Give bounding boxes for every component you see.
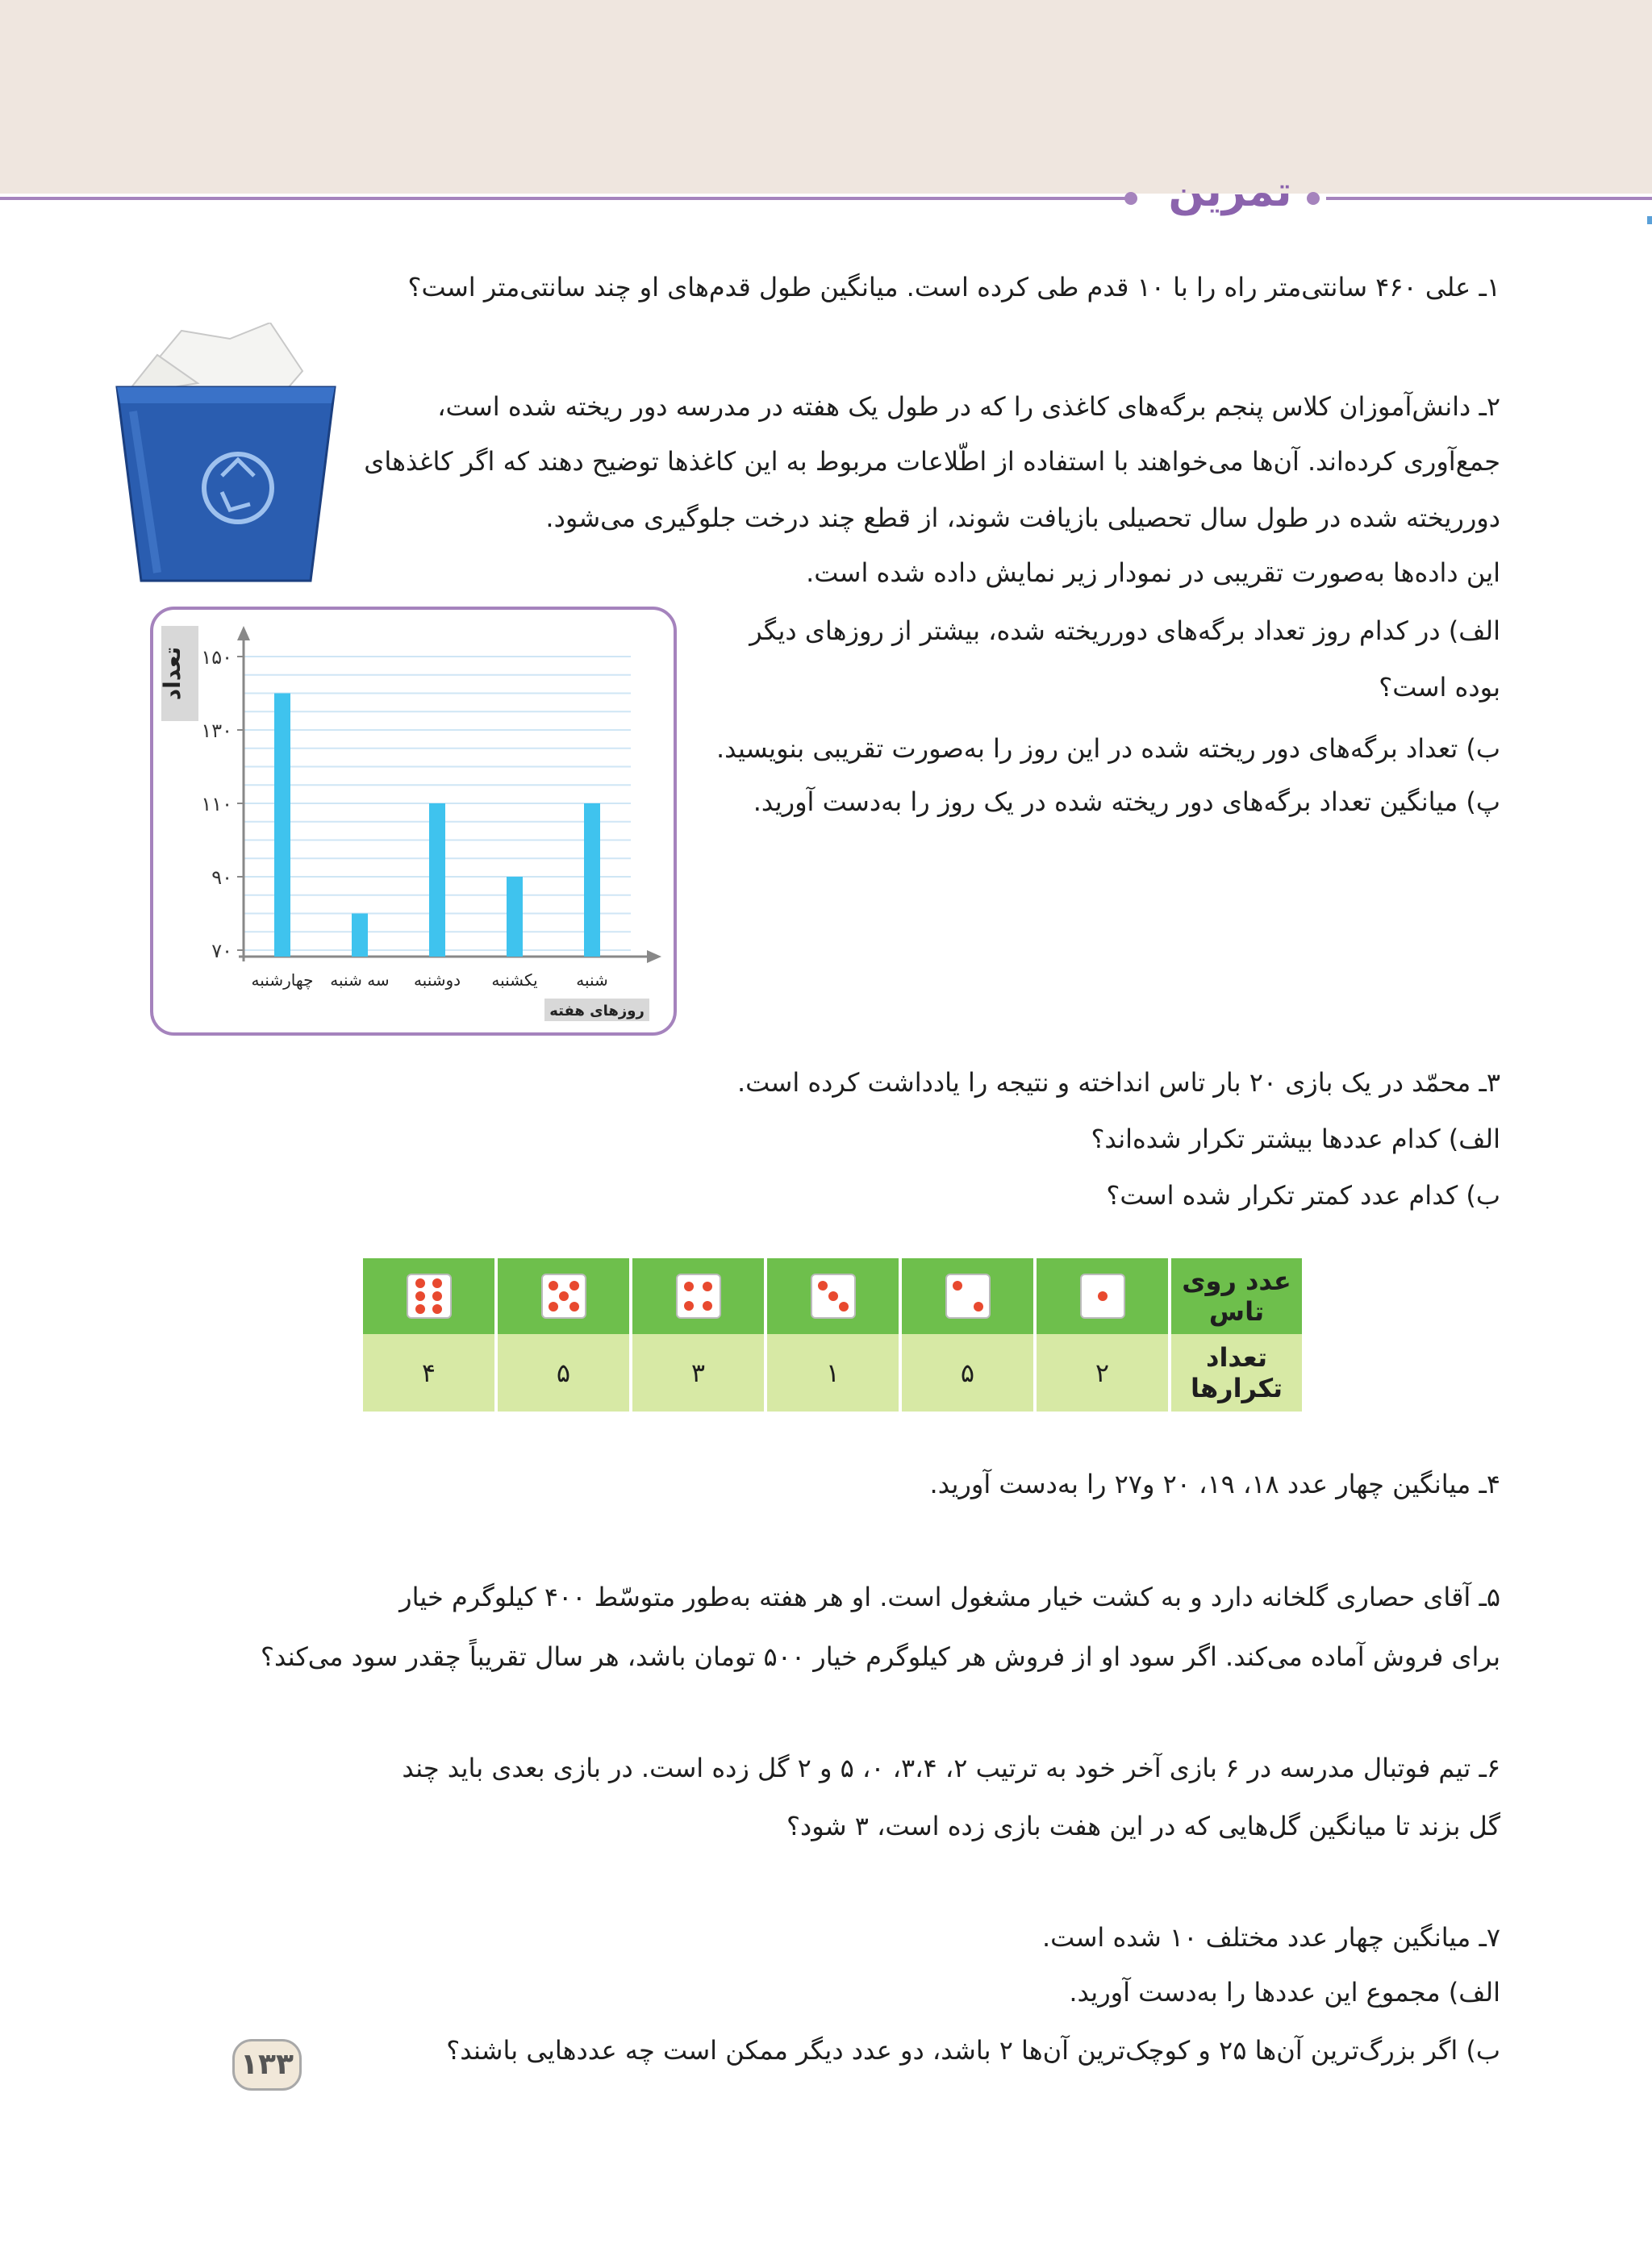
count-cell: ۵ (498, 1334, 629, 1412)
dice-face-5-icon (541, 1274, 586, 1319)
dice-face-2-icon (945, 1274, 991, 1319)
page-header-band (0, 0, 1652, 194)
dice-pip (1098, 1291, 1108, 1301)
y-tick-label: ۹۰ (211, 866, 232, 889)
dice-face-row (363, 1258, 1302, 1334)
y-tick-label: ۷۰ (211, 940, 232, 962)
dice-face-4 (632, 1258, 764, 1334)
question-2-part-a-line-1: الف) در کدام روز تعداد برگه‌های دورریخته شده، بیشتر از روزهای دیگر (749, 615, 1500, 646)
question-3: ۳ـ محمّد در یک بازی ۲۰ بار تاس انداخته و نتیجه را یادداشت کرده است. (736, 1067, 1500, 1098)
dice-face-1-icon (1080, 1274, 1125, 1319)
y-tick-label: ۱۱۰ (201, 793, 232, 815)
count-cell: ۴ (363, 1334, 494, 1412)
dice-face-6 (363, 1258, 494, 1334)
x-axis-arrow-icon (647, 950, 661, 963)
x-tick-label: یکشنبه (491, 970, 538, 990)
row-label-dice-face: عدد روی تاس (1171, 1258, 1302, 1334)
question-2-part-b: ب) تعداد برگه‌های دور ریخته شده در این روز را به‌صورت تقریبی بنویسید. (716, 733, 1500, 764)
header-dot-right (1307, 192, 1320, 205)
dice-pip (569, 1302, 579, 1311)
recycle-bin-image (109, 323, 343, 589)
header-rule-left (0, 197, 1129, 200)
dice-pip (415, 1304, 425, 1314)
count-cell: ۳ (632, 1334, 764, 1412)
question-1: ۱ـ علی ۴۶۰ سانتی‌متر راه را با ۱۰ قدم طی کرده است. میانگین طول قدم‌های او چند سانتی‌متر است؟ (407, 272, 1500, 302)
x-tick-label: دوشنبه (413, 970, 461, 990)
dice-pip (684, 1301, 694, 1311)
question-5-line-2: برای فروش آماده می‌کند. اگر سود او از فروش هر کیلوگرم خیار ۵۰۰ تومان باشد، هر سال تقریباً چقدر سود می‌کند؟ (261, 1641, 1500, 1672)
dice-pip (432, 1278, 442, 1288)
edge-marker (1647, 216, 1652, 224)
section-title: تمرین (1168, 168, 1292, 216)
y-tick-label: ۱۵۰ (201, 646, 232, 669)
dice-face-3 (767, 1258, 899, 1334)
dice-face-5 (498, 1258, 629, 1334)
dice-pip (549, 1302, 558, 1311)
y-axis-arrow-icon (237, 626, 250, 640)
bar-3 (429, 803, 445, 957)
dice-pip (569, 1281, 579, 1291)
question-5-line-1: ۵ـ آقای حصاری گلخانه دارد و به کشت خیار مشغول است. او هر هفته به‌طور متوسّط ۴۰۰ کیلوگرم خیار (399, 1582, 1500, 1612)
dice-face-4-icon (676, 1274, 721, 1319)
count-cell: ۲ (1037, 1334, 1168, 1412)
question-2-line-4: این داده‌ها به‌صورت تقریبی در نمودار زیر نمایش داده شده است. (806, 557, 1500, 588)
dice-pip (953, 1281, 962, 1291)
dice-face-6-icon (407, 1274, 452, 1319)
dice-pip (559, 1291, 569, 1301)
dice-pip (818, 1281, 828, 1291)
question-2-line-3: دورریخته شده در طول سال تحصیلی بازیافت شوند، از قطع چند درخت جلوگیری می‌شود. (545, 502, 1500, 533)
question-7-part-b: ب) اگر بزرگ‌ترین آن‌ها ۲۵ و کوچک‌ترین آن‌ها ۲ باشد، دو عدد دیگر ممکن است چه عددهایی باشند؟ (446, 2035, 1500, 2066)
bar-1 (584, 803, 600, 957)
dice-pip (415, 1291, 425, 1301)
dice-pip (549, 1281, 558, 1291)
repeat-count-row (363, 1334, 1302, 1412)
header-rule-right (1326, 197, 1652, 200)
dice-pip (974, 1302, 983, 1311)
y-tick-label: ۱۳۰ (201, 719, 232, 742)
question-4: ۴ـ میانگین چهار عدد ۱۸، ۱۹، ۲۰ و۲۷ را به‌دست آورید. (929, 1469, 1500, 1499)
question-6-line-1: ۶ـ تیم فوتبال مدرسه در ۶ بازی آخر خود به ترتیب ۲، ۳،۴، ۰، ۵ و ۲ گل زده است. در بازی بعدی باید چند (402, 1753, 1500, 1783)
question-7: ۷ـ میانگین چهار عدد مختلف ۱۰ شده است. (1042, 1922, 1500, 1953)
row-label-repeat-count: تعداد تکرارها (1171, 1334, 1302, 1412)
bar-chart (153, 610, 674, 1032)
bar-5 (274, 694, 290, 957)
question-7-part-a: الف) مجموع این عددها را به‌دست آورید. (1069, 1977, 1500, 2008)
bar-2 (507, 877, 523, 957)
dice-pip (432, 1291, 442, 1301)
dice-pip (432, 1304, 442, 1314)
header-dot-left (1124, 192, 1137, 205)
dice-face-2 (902, 1258, 1033, 1334)
dice-face-3-icon (811, 1274, 856, 1319)
question-2-part-p: پ) میانگین تعداد برگه‌های دور ریخته شده در یک روز را به‌دست آورید. (753, 786, 1500, 817)
page-number: ۱۳۳ (232, 2039, 302, 2091)
dice-pip (415, 1278, 425, 1288)
x-tick-label: سه شنبه (330, 970, 390, 990)
dice-pip (839, 1302, 849, 1311)
question-2-line-1: ۲ـ دانش‌آموزان کلاس پنجم برگه‌های کاغذی را که در طول یک هفته در مدرسه دور ریخته شده است، (437, 391, 1500, 422)
question-3-part-a: الف) کدام عددها بیشتر تکرار شده‌اند؟ (1091, 1124, 1500, 1154)
dice-frequency-table (360, 1258, 1305, 1412)
y-axis-title: تعداد (159, 646, 186, 701)
dice-pip (703, 1301, 712, 1311)
x-axis-title: روزهای هفته (549, 1003, 645, 1020)
question-3-part-b: ب) کدام عدد کمتر تکرار شده است؟ (1106, 1180, 1500, 1211)
x-tick-label: چهارشنبه (251, 970, 314, 990)
bar-4 (352, 914, 368, 957)
dice-pip (828, 1291, 838, 1301)
count-cell: ۵ (902, 1334, 1033, 1412)
dice-pip (703, 1282, 712, 1291)
dice-face-1 (1037, 1258, 1168, 1334)
count-cell: ۱ (767, 1334, 899, 1412)
x-tick-label: شنبه (576, 970, 608, 990)
dice-pip (684, 1282, 694, 1291)
question-2-part-a-line-2: بوده است؟ (1379, 672, 1500, 703)
question-2-line-2: جمع‌آوری کرده‌اند. آن‌ها می‌خواهند با استفاده از اطّلاعات مربوط به این کاغذها توضیح دهند که اگر کاغذهای (364, 446, 1500, 477)
bar-chart-frame (150, 607, 677, 1036)
question-6-line-2: گل بزند تا میانگین گل‌هایی که در این هفت بازی زده است، ۳ شود؟ (786, 1811, 1500, 1841)
